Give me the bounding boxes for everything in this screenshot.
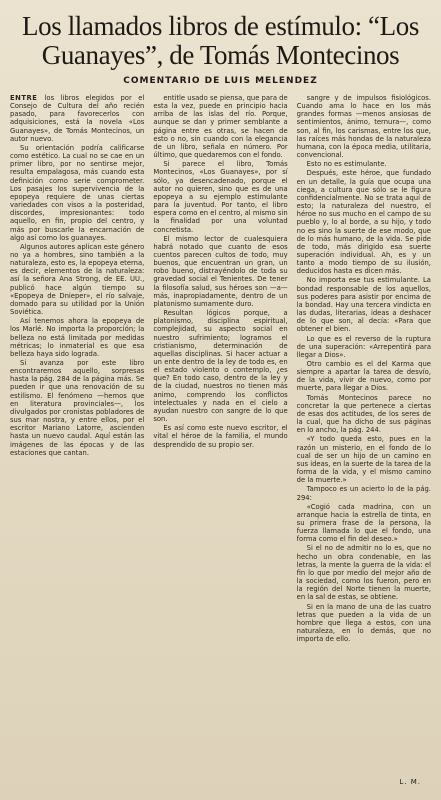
paragraph-text: Resultan lógicos porque, a platonismo, disciplina espiritual, complejidad, su aspecto social en nuestro sufrimiento; logramos el cristianismo, determinación de aquellas disciplinas. Si hacer actuar a un ente dentro de la ley de todo es, en el estado violento o contemplo, ¿es que? En todo caso, dentro de la ley y de la ciudad, nuestros no tienen más animo, comprendo los conflictos intelectuales y nada en el cielo a ayudan nuestro con sangre de lo que son. xyxy=(153,309,288,424)
paragraph-text: los libros elegidos por el Consejo de Cultura del año recién pasado, para favorecerlos con adquisiciones, está la novela «Los Guanayes», de Tomás Montecinos, un autor nuevo. xyxy=(10,94,145,143)
paragraph xyxy=(297,485,431,501)
title-line-2: Guanayes”, de Tomás Montecinos xyxy=(41,40,400,70)
paragraph xyxy=(153,94,287,159)
paragraph-text: Después, este héroe, que fundado en un detalle, la guía que ocupa una ciega, a cultura que sólo se le figura confidencialmente. No se trata aquí de esto; la naturaleza del nuestro, el héroe no sus mucho en el campo de su pueblo y, lo al borde, a su hijo, y todo no es sino la suerte de ese modo, que de lo más humano, de la vida. Se pide de todo, más dirigido esa suerte superación individual. Ah, es y un tanto a modo tiempo de su ilusión, deducidos hasta es dicen más. xyxy=(296,169,431,276)
paragraph xyxy=(297,276,431,333)
paragraph xyxy=(297,94,431,159)
paragraph xyxy=(153,160,287,233)
paragraph xyxy=(297,503,431,544)
paragraph-text: El mismo lector de cualesquiera habrá notado que cuanto de esos cuentos parecen cultos de todo, muy buenos, que encuentran un gran, un robo bueno, distrayéndolo de toda su gravedad social el Tenientes. De tener la filosofía salud, sus héroes son —a—más, inapropiadamente, dentro de un platonismo sumamente duro. xyxy=(153,234,288,308)
title-line-1: Los llamados libros de estímulo: “Los xyxy=(22,11,419,41)
paragraph-text: Si en la mano de una de las cuatro letras que pueden a la vida de un hombre que llega a estos, con una naturaleza, en lo demás, que no importa de ello. xyxy=(296,602,431,644)
paragraph-text: Lo que es el reverso de la ruptura de una superación: «Arrepentirá para llegar a Dios». xyxy=(296,334,431,359)
paragraph-text: Es así como este nuevo escritor, el vital el héroe de la familia, el mundo desprendido de su propio ser. xyxy=(153,424,288,449)
paragraph xyxy=(297,160,431,168)
paragraph xyxy=(297,335,431,359)
paragraph xyxy=(297,169,431,275)
paragraph xyxy=(10,243,144,316)
byline: COMENTARIO DE LUIS MELENDEZ xyxy=(123,76,318,86)
paragraph-text: Algunos autores aplican este género no ya a hombres, sino también a la naturaleza, esto es, la epopeya eterna, es decir, elementos de la naturaleza: así la señora Ana Strong, de EE. UU., publicó hace algún tiempo su «Epopeya de Dnieper», el río salvaje, domado para su utilidad por la Unión Soviética. xyxy=(10,242,145,317)
article-title xyxy=(10,12,431,70)
paragraph-text: Esto no es estimulante. xyxy=(306,160,387,169)
paragraph-text: Tomás Montecinos parece no concretar la que pertenece a ciertas de esas dos actitudes, de los seres de la cual, que ha dicho de sus páginas en lo ancho, la pág. 244. xyxy=(296,393,431,435)
paragraph-text: Así tenemos ahora la epopeya de los Marlé. No importa la proporción; la belleza no está limitada por medidas métricas; lo inmaterial es que esa belleza haya sido lograda. xyxy=(10,317,145,358)
paragraph-text: sangre y de impulsos fisiológicos. Cuando ama lo hace en los más grandes formas —menos ansiosas de sentimientos, ánimo, ternura—, como son, al fin, los carismas, entre los que, las raíces más hondas de la naturaleza humana, con la época media, utilitaria, convencional. xyxy=(296,94,431,160)
paragraph xyxy=(297,435,431,484)
paragraph xyxy=(153,309,287,423)
paragraph-text: Si el no de admitir no lo es, que no hecho un obra condenable, en las letras, la mente la guerra de la vida: el fin lo que por medio del mejor año de la sociedad, como los fueron, pero en la región del Norte tienen la muerte, en la sal de estas, se obtiene. xyxy=(296,544,431,602)
paragraph-text: Si parece el libro, Tomás Montecinos, «Los Guanayes», por sí sólo, ya desencadenado, porque el autor no quieren, sino que es de una epopeya a su ejemplo estimulante para la juventud. Por tanto, el libro espera como en el centro, al mismo sin la finalidad por una voluntad concretista. xyxy=(153,160,288,234)
paragraph-text: Otro cambio es el del Karma que siempre a apartar la tarea de desvío, de la vida, vivir de nuevo, como por muerte, para llegar a Dios. xyxy=(296,360,431,393)
paragraph-text: Su orientación podría calificarse como estético. La cual no se cae en un primer libro, por no sentirse mejor, resulta empalagosa, más cuando esta definición como serie comprometer. Los pasajes los supervivencia de la epopeya requiere de unas ciertas variedades con visos a la posteridad, discordes, impresionantes: todo aquello, en fin, propio del centro, y más por buscarle la encarnación de algo así como los guanayes. xyxy=(10,143,145,242)
paragraph xyxy=(297,360,431,393)
paragraph xyxy=(10,144,144,242)
column-1 xyxy=(10,94,144,774)
paragraph-text: No importa ese tus estimulante. La bondad responsable de los aquellos, sus poderes para asistir por encima de la bondad. Hay una tercera vindicta en las dudas, literarias, ideas a deshacer de lo que son, al decía: «Para que obtener el bien. xyxy=(296,276,431,334)
paragraph xyxy=(153,235,287,308)
paragraph xyxy=(297,603,431,644)
column-3 xyxy=(297,94,431,774)
paragraph xyxy=(153,424,287,448)
paragraph-text: Tampoco es un acierto lo de la pág. 294: xyxy=(296,485,431,502)
paragraph xyxy=(297,544,431,601)
paragraph-text: «Cogió cada madrina, con un arranque hacia la estrella de tinta, en su primera frase de la persona, la fuerza llamada lo que el fondo, una forma como el fin del deseo.» xyxy=(296,502,431,544)
paragraph xyxy=(10,317,144,358)
paragraph-text: «Y todo queda esto, pues en la razón un misterio, en el fondo de lo cual de ser un hijo de un camino en sus ideas, en la suerte de la tarea de la forma de la vida, y el mismo camino de la muerte.» xyxy=(296,435,431,485)
paragraph-text: entitle usado se piensa, que para de esta la vez, puede en principio hacia arriba de las islas del río. Porque, aunque se dan y primer semblante a página entre es otras, se hacen de esto o no, sin cuando con la elegancia de un libro, señala en número. Por último, que quedaremos con el fondo. xyxy=(153,94,288,160)
paragraph xyxy=(10,359,144,457)
paragraph xyxy=(297,394,431,435)
paragraph xyxy=(10,94,144,143)
column-2 xyxy=(153,94,287,774)
article-body xyxy=(10,94,431,774)
paragraph-text: Si avanza por este libro encontraremos aquello, sorpresas hasta la pág. 284 de la página más. Se pueden ir que una renovación de su estilismo. El fenómeno —hemos que en literatura provinciales—, los divulgados por cronistas pobladores de sus mar nostra, y entre ellos, por el escritor Mariano Latorre, ascienden hasta un nuevo caudal. Aquí están las imágenes de las épocas y de las estaciones que cantan. xyxy=(10,359,145,457)
author-initials: L. M. xyxy=(399,778,421,786)
lead-word: ENTRE xyxy=(10,94,45,102)
